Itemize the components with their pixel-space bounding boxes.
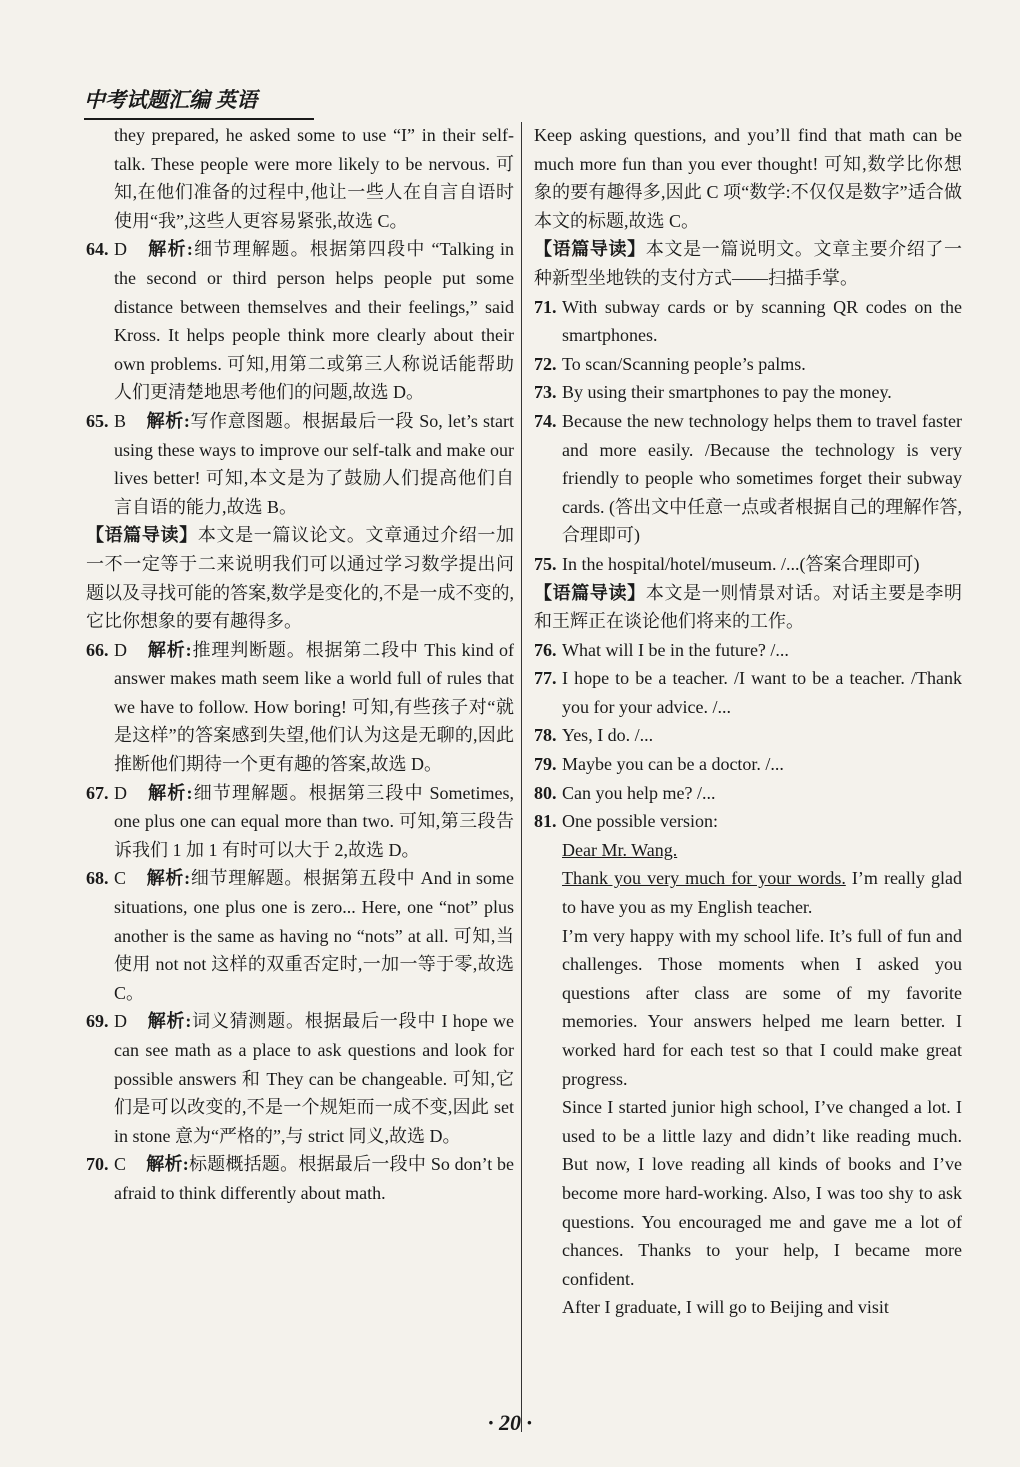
answer-letter: D <box>114 639 127 660</box>
letter-paragraph-2: I’m very happy with my school life. It’s full of fun and challenges. Those moments when I asked you questions after class are some of my favorite memories. Your answers helped me learn better. I worked hard for each test so that I could make great progress. <box>562 925 962 1089</box>
answer-70 <box>86 1150 514 1207</box>
reading-guide <box>534 235 962 292</box>
answer-69 <box>86 1007 514 1150</box>
question-number: 74. <box>534 410 557 431</box>
letter-salutation: Dear Mr. Wang. <box>562 839 678 860</box>
answer-text: I hope to be a teacher. /I want to be a teacher. /Thank you for your advice. /... <box>562 668 962 717</box>
letter-paragraph-4: After I graduate, I will go to Beijing and visit <box>562 1297 889 1318</box>
analysis-label: 解析: <box>147 782 193 803</box>
answer-text: With subway cards or by scanning QR codes on the smartphones. <box>562 296 962 346</box>
analysis-text: 写作意图题。根据最后一段 So, let’s start using these ways to improve our self-talk and make our lives better! 可知,本文是为了鼓励人们提高他们自言自语的能力,故选 B。 <box>114 410 514 517</box>
answer-letter: C <box>114 1154 127 1175</box>
answer-text: Maybe you can be a doctor. /... <box>562 754 784 775</box>
answer-text: By using their smartphones to pay the money. <box>562 382 892 403</box>
answer-text: Because the new technology helps them to travel faster and more easily. /Because the technology is very friendly to people who sometimes forget their subway cards. (答出文中任意一点或者根据自己的理解作答,合理即可) <box>562 410 962 546</box>
answer-63-continued: they prepared, he asked some to use “I” in their self-talk. These people were more likely to be nervous. 可知,在他们准备的过程中,他让一些人在自言自语时使用“我”,这些人更容易紧张,故选 C。 <box>114 125 514 231</box>
guide-tag: 【语篇导读】 <box>534 239 646 260</box>
analysis-text: 词义猜测题。根据最后一段中 I hope we can see math as a place to ask questions and look for possible answers 和 They can be changeable. 可知,它们是可以改变的,不是一个规矩而一成不变,因此 set in stone 意为“严格的”,与 strict 同义,故选 D。 <box>114 1011 514 1146</box>
question-number: 70. <box>86 1154 109 1175</box>
analysis-label: 解析: <box>147 1011 192 1032</box>
analysis-label: 解析: <box>146 868 191 889</box>
question-number: 66. <box>86 639 109 660</box>
question-number: 78. <box>534 725 557 746</box>
answer-letter: D <box>114 1011 127 1032</box>
answer-80 <box>534 779 962 808</box>
answer-text: What will I be in the future? /... <box>562 639 789 660</box>
analysis-label: 解析: <box>147 639 192 660</box>
question-number: 65. <box>86 410 109 431</box>
analysis-label: 解析: <box>146 410 190 431</box>
answer-66 <box>86 636 514 779</box>
question-number: 76. <box>534 639 557 660</box>
answer-70-continued: Keep asking questions, and you’ll find that math can be much more fun than you ever thought! 可知,数学比你想象的要有趣得多,因此 C 项“数学:不仅仅是数字”适合做本文的标题,故选 C。 <box>534 125 962 231</box>
analysis-text: 细节理解题。根据第五段中 And in some situations, one plus one is zero... Here, one “not” plus another is the same as having no “nots” at all. 可知,当使用 not not 这样的双重否定时,一加一等于零,故选 C。 <box>114 868 514 1003</box>
analysis-label: 解析: <box>146 1154 189 1175</box>
answer-65 <box>86 407 514 521</box>
answer-letter: B <box>114 410 127 431</box>
answer-text: In the hospital/hotel/museum. /...(答案合理即可) <box>562 553 920 574</box>
question-number: 64. <box>86 239 109 260</box>
guide-tag: 【语篇导读】 <box>534 582 646 603</box>
answer-72 <box>534 350 962 379</box>
question-number: 77. <box>534 668 557 689</box>
answer-64 <box>86 235 514 407</box>
letter-paragraph-1 <box>534 864 962 921</box>
reading-guide <box>86 521 514 635</box>
answer-text: Yes, I do. /... <box>562 725 654 746</box>
page-number: · 20 · <box>488 1410 532 1435</box>
answer-79 <box>534 750 962 779</box>
answer-81 <box>534 807 962 836</box>
analysis-label: 解析: <box>147 239 193 260</box>
reading-guide <box>534 579 962 636</box>
analysis-text: 细节理解题。根据第四段中 “Talking in the second or third person helps people put some distance between themselves and their feelings,” said Kross. It helps people think more clearly about their own problems. 可知,用第二或第三人称说话能帮助人们更清楚地思考他们的问题,故选 D。 <box>114 239 514 403</box>
letter-paragraph-1-rest: I’m really glad to have you as my English teacher. <box>562 868 962 918</box>
question-number: 75. <box>534 553 557 574</box>
question-number: 72. <box>534 353 557 374</box>
letter-paragraph-3: Since I started junior high school, I’ve changed a lot. I used to be a little lazy and didn’t like reading much. But now, I love reading all kinds of books and I’ve become more hard-working. Also, I was too shy to ask questions. You encouraged me and gave me a lot of chances. Thanks to your help, I became more confident. <box>562 1097 962 1289</box>
question-number: 73. <box>534 382 557 403</box>
page-header: 中考试题汇编 英语 <box>84 84 314 120</box>
question-number: 67. <box>86 782 109 803</box>
question-number: 71. <box>534 296 557 317</box>
answer-text: Can you help me? /... <box>562 782 716 803</box>
answer-75 <box>534 550 962 579</box>
analysis-text: 细节理解题。根据第三段中 Sometimes, one plus one can equal more than two. 可知,第三段告诉我们 1 加 1 有时可以大于 2,故选 D。 <box>114 782 514 860</box>
column-divider <box>521 122 522 1432</box>
question-number: 68. <box>86 868 109 889</box>
question-number: 81. <box>534 811 557 832</box>
question-number: 69. <box>86 1011 109 1032</box>
answer-77 <box>534 664 962 721</box>
guide-text: 本文是一篇议论文。文章通过介绍一加一不一定等于二来说明我们可以通过学习数学提出问题以及寻找可能的答案,数学是变化的,不是一成不变的,它比你想象的要有趣得多。 <box>86 525 515 632</box>
answer-letter: D <box>114 782 127 803</box>
answer-71 <box>534 293 962 350</box>
guide-text: 本文是一篇说明文。文章主要介绍了一种新型坐地铁的支付方式——扫描手掌。 <box>534 239 963 288</box>
answer-text: To scan/Scanning people’s palms. <box>562 353 806 374</box>
guide-tag: 【语篇导读】 <box>86 525 198 546</box>
answer-68 <box>86 864 514 1007</box>
answer-78 <box>534 721 962 750</box>
answer-letter: D <box>114 239 127 260</box>
letter-opening-sentence: Thank you very much for your words. <box>562 868 846 889</box>
guide-text: 本文是一则情景对话。对话主要是李明和王辉正在谈论他们将来的工作。 <box>534 582 963 632</box>
analysis-text: 标题概括题。根据最后一段中 So don’t be afraid to think differently about math. <box>114 1154 514 1203</box>
left-column <box>86 121 514 1208</box>
right-column <box>534 121 962 1322</box>
answer-74 <box>534 407 962 550</box>
answer-76 <box>534 636 962 665</box>
answer-letter: C <box>114 868 127 889</box>
question-number: 79. <box>534 754 557 775</box>
question-number: 80. <box>534 782 557 803</box>
answer-73 <box>534 378 962 407</box>
analysis-text: 推理判断题。根据第二段中 This kind of answer makes math seem like a world full of rules that we have to follow. How boring! 可知,有些孩子对“就是这样”的答案感到失望,他们认为这是无聊的,因此推断他们期待一个更有趣的答案,故选 D。 <box>114 639 514 775</box>
answer-text: One possible version: <box>562 811 718 832</box>
answer-67 <box>86 779 514 865</box>
sample-letter <box>534 836 962 1322</box>
